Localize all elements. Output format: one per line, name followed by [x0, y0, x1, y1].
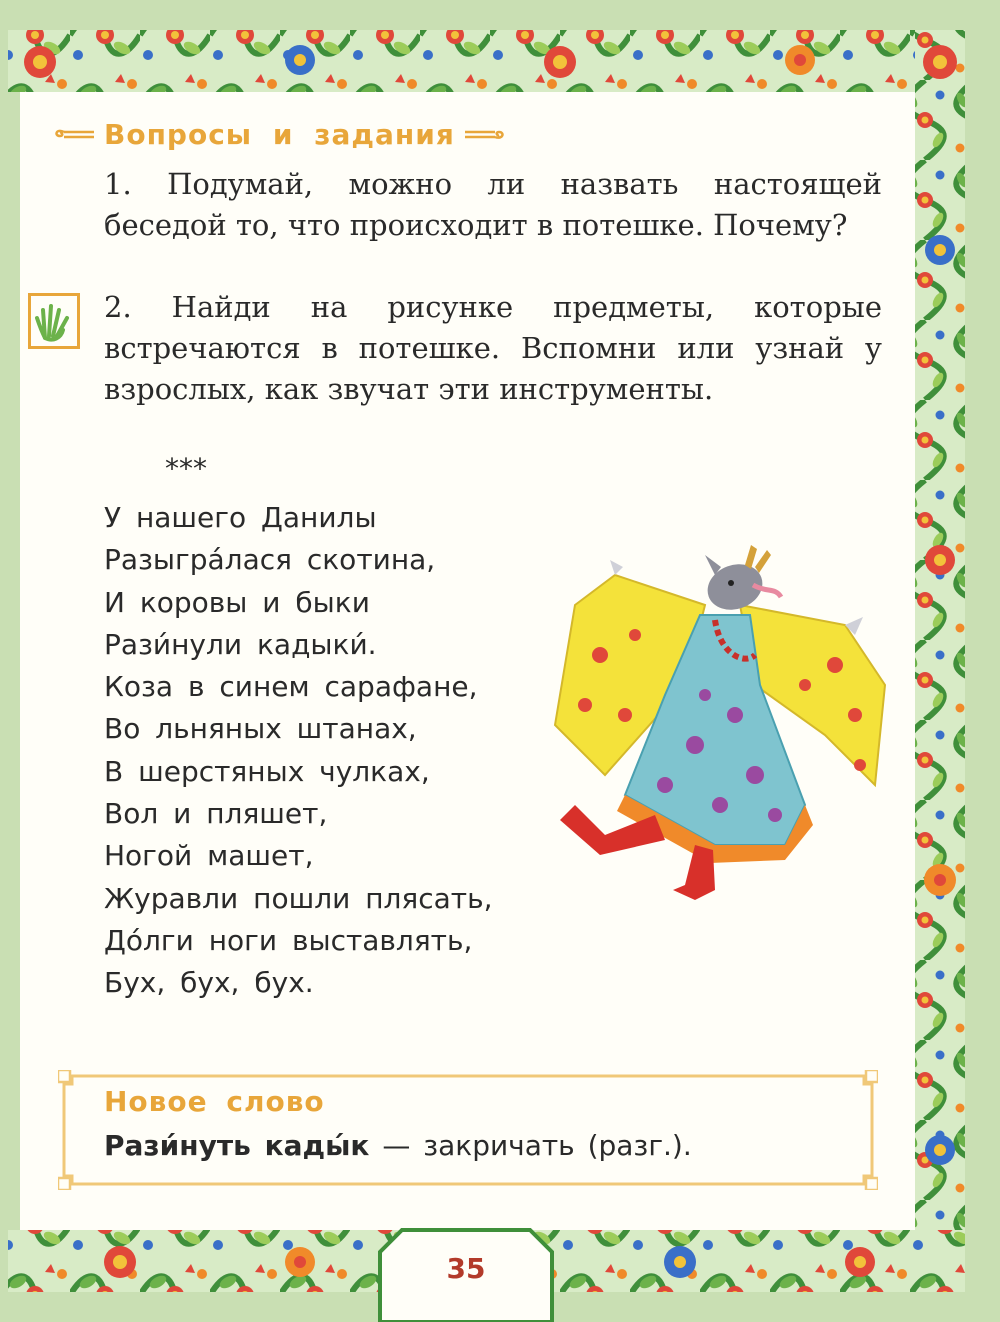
- task-1: [104, 164, 882, 246]
- heading-title: Вопросы и задания: [104, 117, 455, 151]
- task-1-text: 1. Подумай, можно ли назвать настоящей беседой то, что происходит в потешке. Почему?: [104, 167, 882, 242]
- dancing-goat-illustration: [545, 545, 895, 905]
- poem-line: Рази́нули кадыки́.: [104, 627, 377, 661]
- new-word-term: Рази́нуть кады́к: [104, 1129, 370, 1162]
- poem-line: До́лги ноги выставлять,: [104, 923, 473, 957]
- poem-line: В шерстяных чулках,: [104, 754, 430, 788]
- poem-line: У нашего Данилы: [104, 501, 377, 534]
- new-word-definition: [104, 1129, 692, 1162]
- new-word-title: Новое слово: [104, 1085, 325, 1118]
- poem-line: И коровы и быки: [104, 585, 370, 619]
- poem: [104, 497, 493, 1005]
- poem-line: Коза в синем сарафане,: [104, 670, 478, 704]
- section-heading: [52, 114, 507, 154]
- definition-text: закричать (разг.).: [423, 1129, 692, 1162]
- definition-dash: —: [369, 1129, 424, 1162]
- poem-line: Бух, бух, бух.: [104, 966, 314, 1000]
- task-2: [104, 287, 882, 410]
- task-2-text: 2. Найди на рисунке предметы, которые встречаются в потешке. Вспомни или узнай у взрослых, как звучат эти инструменты.: [104, 290, 882, 406]
- scroll-ornament-left-icon: [52, 124, 96, 144]
- poem-line: Разыгра́лася скотина,: [104, 543, 436, 577]
- hand-icon-box: [28, 293, 80, 349]
- scroll-ornament-right-icon: [463, 124, 507, 144]
- poem-stars: ***: [165, 452, 207, 485]
- poem-line: Во льняных штанах,: [104, 712, 417, 746]
- hand-icon: [31, 296, 77, 346]
- page-number: 35: [446, 1252, 486, 1285]
- poem-line: Ногой машет,: [104, 839, 314, 873]
- poem-line: Журавли пошли плясать,: [104, 881, 493, 915]
- poem-line: Вол и пляшет,: [104, 797, 328, 831]
